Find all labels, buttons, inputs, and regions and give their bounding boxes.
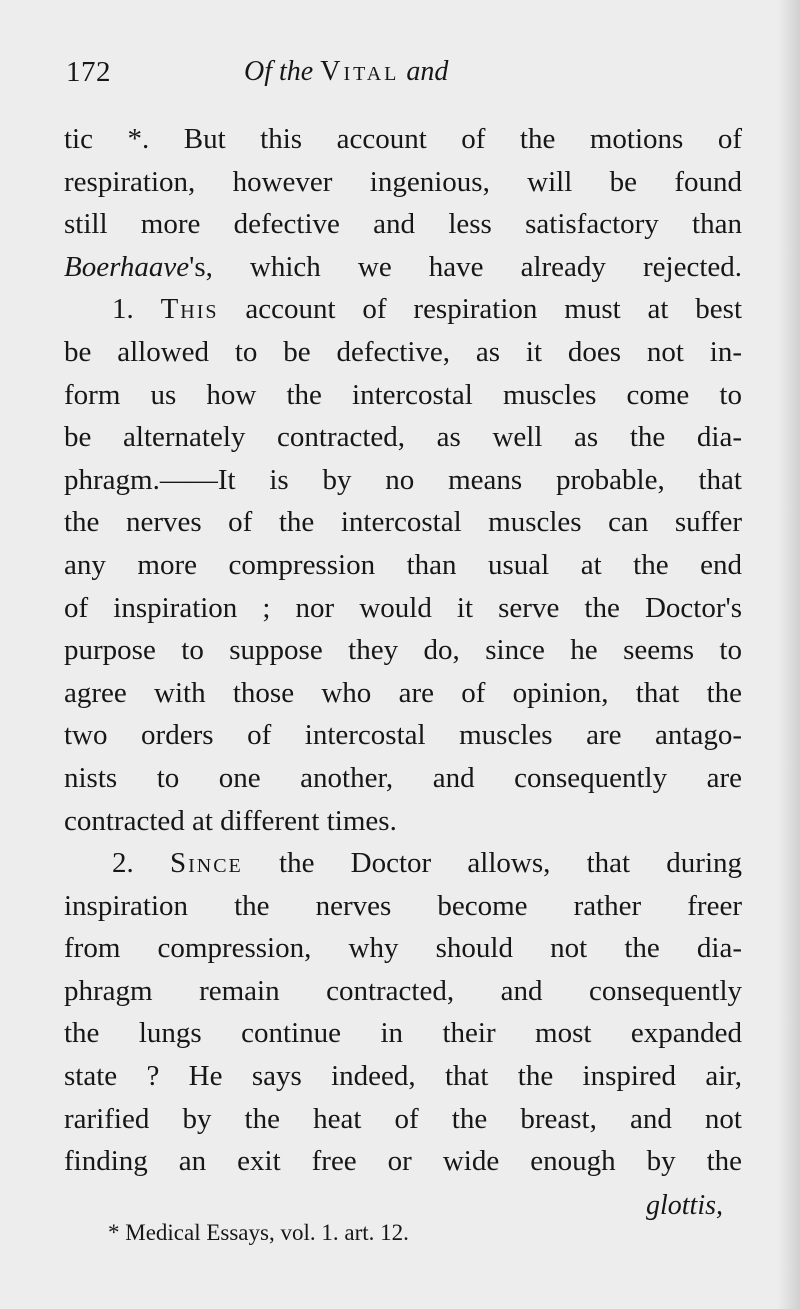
text-line: inspiration the nerves become rather freer	[64, 889, 742, 922]
text-line: phragm remain contracted, and consequently	[64, 974, 742, 1007]
paragraph-number: 2.	[112, 847, 134, 880]
page-number: 172	[66, 56, 111, 88]
text-line-rest: account of respiration must at best	[245, 293, 742, 326]
text-line: the lungs continue in their most expanded	[64, 1017, 742, 1050]
text-line: still more defective and less satisfactory than	[64, 208, 742, 241]
text-line: agree with those who are of opinion, that the	[64, 676, 742, 709]
page-header	[66, 56, 566, 100]
running-head-part-2: Vital	[320, 56, 400, 87]
text-line: rarified by the heat of the breast, and not	[64, 1102, 742, 1135]
body-text	[64, 118, 742, 1183]
running-head-part-1: Of the	[244, 56, 314, 87]
text-line: any more compression than usual at the end	[64, 548, 742, 581]
paragraph-1-start	[64, 288, 742, 331]
text-line: from compression, why should not the dia-	[64, 932, 742, 965]
text-line: of inspiration ; nor would it serve the Doctor's	[64, 591, 742, 624]
paragraph-lead-word: This	[160, 293, 219, 326]
text-line-rest: 's, which we have already rejected.	[189, 250, 742, 283]
text-line: tic *. But this account of the motions of	[64, 123, 742, 155]
paragraph-lead-word: Since	[169, 847, 243, 880]
text-line: be alternately contracted, as well as the dia-	[64, 421, 742, 454]
text-line: two orders of intercostal muscles are antago-	[64, 719, 742, 752]
running-head-part-3: and	[406, 56, 449, 87]
text-line: respiration, however ingenious, will be found	[64, 165, 742, 198]
catchword: glottis,	[646, 1190, 724, 1221]
text-line: nists to one another, and consequently are	[64, 761, 742, 794]
text-line: form us how the intercostal muscles come to	[64, 378, 742, 411]
text-line: contracted at different times.	[64, 804, 397, 837]
text-line: state ? He says indeed, that the inspired air,	[64, 1060, 742, 1093]
text-line: phragm.——It is by no means probable, that	[64, 463, 742, 496]
text-line: the nerves of the intercostal muscles can suffer	[64, 506, 742, 539]
text-line: be allowed to be defective, as it does not in-	[64, 335, 742, 368]
text-line	[64, 246, 742, 289]
paragraph-2-start	[64, 842, 742, 885]
running-head	[244, 56, 448, 88]
text-line-rest: the Doctor allows, that during	[279, 847, 743, 880]
text-line: purpose to suppose they do, since he seems to	[64, 634, 742, 667]
footnote: * Medical Essays, vol. 1. art. 12.	[108, 1220, 409, 1245]
paragraph-number: 1.	[112, 293, 134, 326]
text-line: finding an exit free or wide enough by the	[64, 1145, 742, 1178]
author-name: Boerhaave	[64, 250, 190, 283]
